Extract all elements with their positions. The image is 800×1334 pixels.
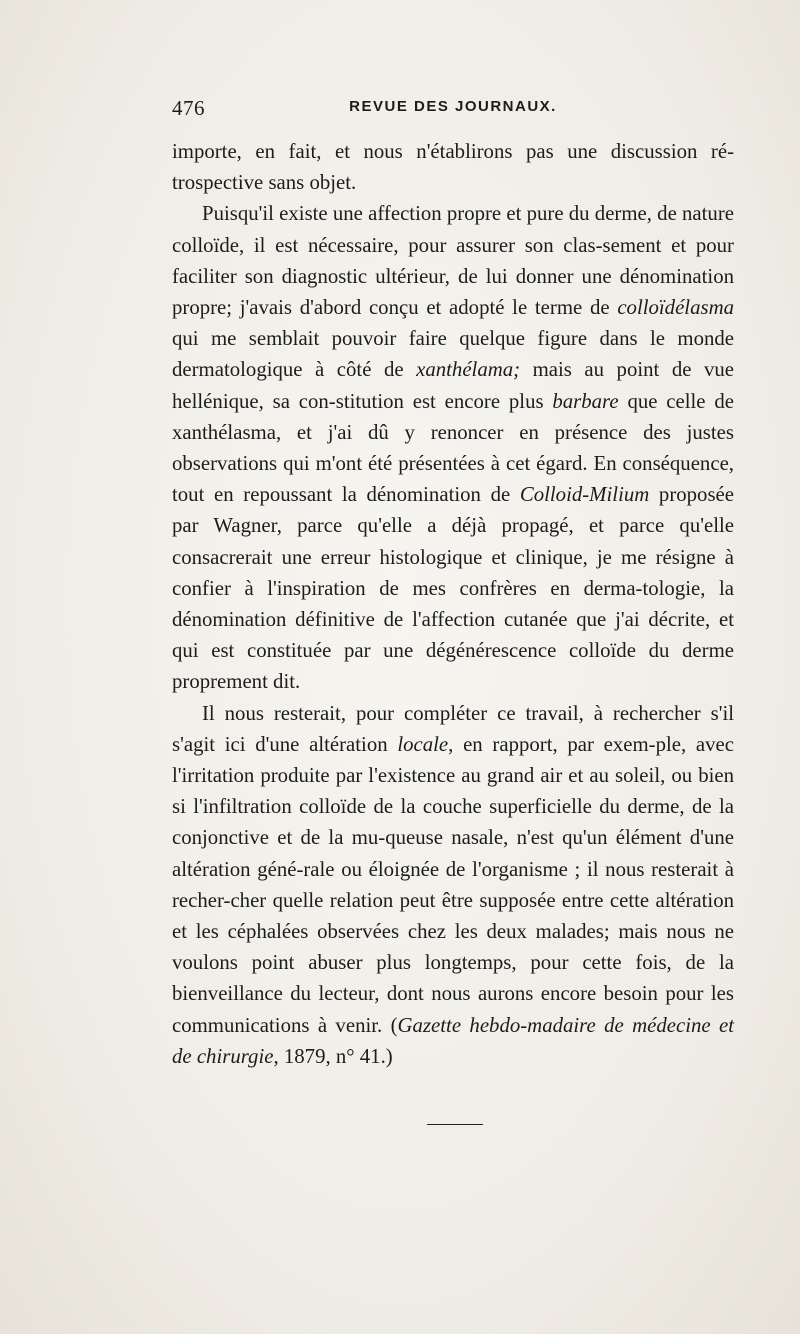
- term-colloidelasma: colloïdélasma: [617, 296, 734, 320]
- paragraph-2-text-4: que celle de xanthélasma, et j'ai dû y renoncer en présence des justes observations qui m'ont été présentées à cet égard. En conséquence, tout en repoussant la dénomination de: [172, 389, 734, 507]
- term-barbare: barbare: [552, 389, 619, 413]
- paragraph-2: [172, 198, 734, 697]
- paragraph-3-text-3: , 1879, n° 41.): [273, 1044, 393, 1068]
- paragraph-3-text-2: , en rapport, par exem-ple, avec l'irritation produite par l'existence au grand air et au soleil, ou bien si l'infiltration colloïde de la couche superficielle du derme, de la conjonctive et de la mu-queuse nasale, n'est qu'un élément d'une altération géné-rale ou éloignée de l'organisme ; il nous resterait à recher-cher quelle relation peut être supposée entre cette altération et les céphalées observées chez les deux malades; mais nous ne voulons point abuser plus longtemps, pour cette fois, de la bienveillance du lecteur, dont nous aurons encore besoin pour les communications à venir. (: [172, 732, 734, 1037]
- paragraph-2-text-5: proposée par Wagner, parce qu'elle a déjà propagé, et parce qu'elle consacrerait une erreur histologique et clinique, je me résigne à confier à l'inspiration de mes confrères en derma-tologie, la dénomination définitive de l'affection cutanée que j'ai décrite, et qui est constituée par une dégénérescence colloïde du derme proprement dit.: [172, 483, 734, 694]
- term-locale: locale: [397, 732, 449, 756]
- paragraph-2-text-3: mais au point de vue hellénique, sa con-stitution est encore plus: [172, 358, 734, 413]
- paragraph-1: [172, 136, 734, 198]
- term-colloid-milium: Colloid-Milium: [519, 483, 650, 507]
- term-xanthelama: xanthélama;: [416, 358, 521, 382]
- paragraph-3-text-1: Il nous resterait, pour compléter ce travail, à rechercher s'il s'agit ici d'une altération: [172, 701, 734, 756]
- citation-journal-title: Gazette hebdo-madaire de médecine et de chirurgie: [172, 1013, 734, 1068]
- page-number: 476: [172, 96, 205, 120]
- paragraph-1-text: importe, en fait, et nous n'établirons pas une discussion ré-trospective sans objet.: [172, 140, 734, 195]
- page-header: [172, 96, 734, 124]
- section-end-rule: [427, 1124, 483, 1125]
- running-head: REVUE DES JOURNAUX.: [349, 98, 557, 115]
- paragraph-3: [172, 698, 734, 1072]
- paragraph-2-text-1: Puisqu'il existe une affection propre et pure du derme, de nature colloïde, il est nécessaire, pour assurer son clas-sement et pour faciliter son diagnostic ultérieur, de lui donner une dénomination propre; j'avais d'abord conçu et adopté le terme de: [172, 202, 734, 320]
- body-text: [172, 136, 734, 1072]
- paragraph-2-text-2: qui me semblait pouvoir faire quelque figure dans le monde dermatologique à côté de: [172, 327, 734, 382]
